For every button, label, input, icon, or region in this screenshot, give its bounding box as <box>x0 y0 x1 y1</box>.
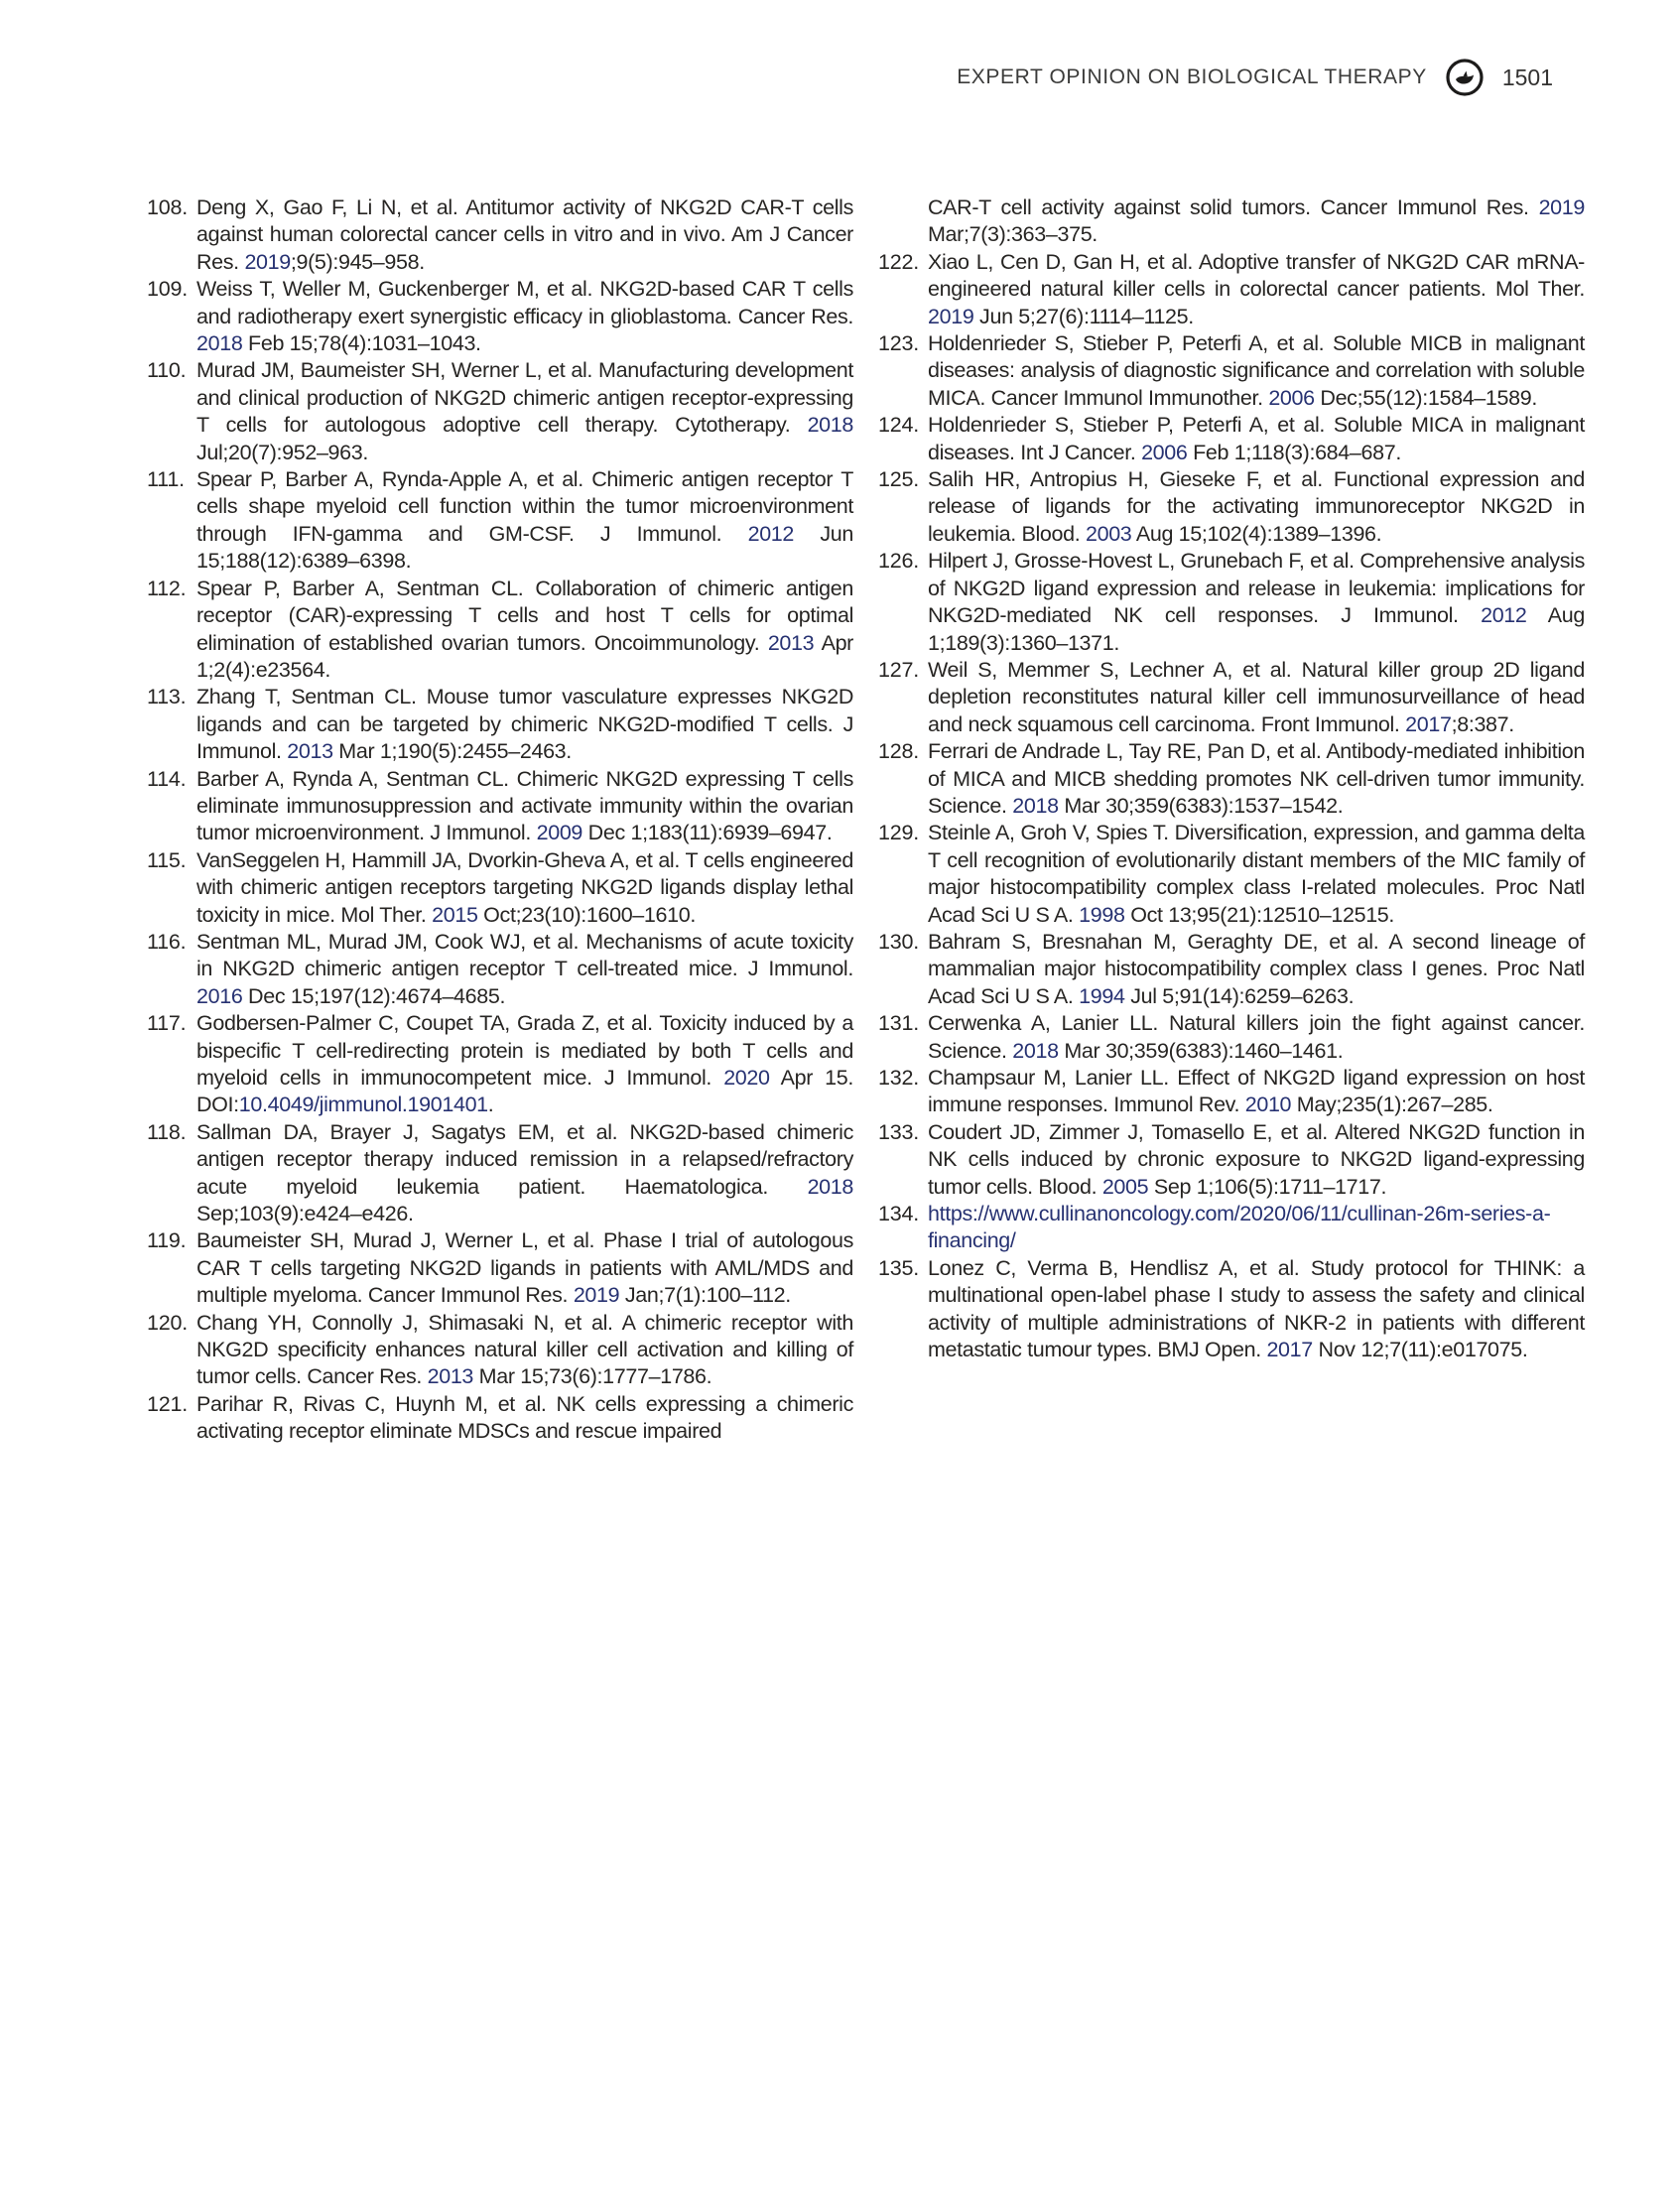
reference-link[interactable]: 1998 <box>1079 902 1125 927</box>
reference-text-segment: Mar 30;359(6383):1537–1542. <box>1058 793 1344 818</box>
reference-link[interactable]: 2018 <box>807 413 853 438</box>
reference-text-segment: Holdenrieder S, Stieber P, Peterfi A, et al. Soluble MICB in malignant diseases: analysis of diagnostic significance and correlation with soluble MICA. Cancer Immunol Immunother. <box>928 331 1585 410</box>
reference-text-segment: Lonez C, Verma B, Hendlisz A, et al. Study protocol for THINK: a multinational open-label phase I study to assess the safety and clinical activity of multiple administrations of NKR-2 in patients with different metastatic tumour types. BMJ Open. <box>928 1255 1585 1362</box>
reference-text <box>196 1120 853 1225</box>
reference-link[interactable]: 2010 <box>1244 1093 1292 1117</box>
reference-item <box>878 1010 1585 1065</box>
reference-text-segment: Xiao L, Cen D, Gan H, et al. Adoptive transfer of NKG2D CAR mRNA-engineered natural killer cells in colorectal cancer patients. Mol Ther. <box>928 249 1585 302</box>
reference-text-segment: ;9(5):945–958. <box>290 249 425 274</box>
reference-text-segment: Dec 15;197(12):4674–4685. <box>242 983 506 1008</box>
reference-link[interactable]: 2019 <box>1538 195 1585 219</box>
reference-text <box>196 848 853 927</box>
reference-number: 121. <box>147 1391 189 1416</box>
reference-number: 114. <box>147 766 187 791</box>
references-column-left <box>147 194 853 1446</box>
reference-text <box>928 250 1585 328</box>
reference-text-segment: Feb 1;118(3):684–687. <box>1187 440 1401 464</box>
reference-link[interactable]: 2005 <box>1101 1174 1149 1199</box>
reference-number: 128. <box>878 739 920 764</box>
reference-text <box>196 195 853 274</box>
reference-number: 113. <box>147 685 187 709</box>
reference-item <box>147 847 853 929</box>
reference-link[interactable]: 2017 <box>1266 1338 1313 1362</box>
reference-text-segment: Mar;7(3):363–375. <box>928 222 1098 247</box>
reference-text <box>928 413 1585 463</box>
reference-number: 132. <box>878 1066 920 1090</box>
reference-text <box>196 1392 853 1443</box>
reference-text-segment: Godbersen-Palmer C, Coupet TA, Grada Z, et al. Toxicity induced by a bispecific T cell-redirecting protein is mediated by both T cells and myeloid cells in immunocompetent mice. J Immunol. <box>196 1011 853 1090</box>
reference-item <box>147 1010 853 1119</box>
reference-item <box>147 1119 853 1228</box>
reference-text <box>928 195 1585 246</box>
reference-link[interactable]: 2018 <box>1012 793 1059 818</box>
reference-item <box>878 929 1585 1010</box>
reference-text-segment: Cerwenka A, Lanier LL. Natural killers join the fight against cancer. Science. <box>928 1011 1585 1063</box>
reference-item <box>878 657 1585 738</box>
reference-text <box>196 467 853 573</box>
reference-text-segment: Coudert JD, Zimmer J, Tomasello E, et al. Altered NKG2D function in NK cells induced by chronic exposure to NKG2D ligand-expressing tumor cells. Blood. <box>928 1119 1585 1199</box>
reference-text-segment: Champsaur M, Lanier LL. Effect of NKG2D ligand expression on host immune responses. Immunol Rev. <box>928 1066 1585 1117</box>
reference-item <box>878 412 1585 466</box>
reference-text-segment: Chang YH, Connolly J, Shimasaki N, et al. A chimeric receptor with NKG2D specificity enhances natural killer cell activation and killing of tumor cells. Cancer Res. <box>196 1310 853 1389</box>
reference-text <box>928 1066 1585 1116</box>
reference-text-segment: Barber A, Rynda A, Sentman CL. Chimeric NKG2D expressing T cells eliminate immunosuppression and activate immunity within the ovarian tumor microenvironment. J Immunol. <box>196 766 853 845</box>
reference-number: 112. <box>147 576 187 600</box>
reference-text-segment: Ferrari de Andrade L, Tay RE, Pan D, et al. Antibody-mediated inhibition of MICA and MICB shedding promotes NK cell-driven tumor immunity. Science. <box>928 739 1585 818</box>
reference-text-segment: Jan;7(1):100–112. <box>619 1283 791 1308</box>
reference-number: 109. <box>147 277 189 302</box>
reference-number: 123. <box>878 331 920 356</box>
reference-text-segment: Mar 30;359(6383):1460–1461. <box>1058 1038 1344 1063</box>
reference-text <box>928 549 1585 654</box>
reference-text-segment: Bahram S, Bresnahan M, Geraghty DE, et al. A second lineage of mammalian major histocompatibility complex class I genes. Proc Natl Acad Sci U S A. <box>928 929 1585 1008</box>
reference-text-segment: Dec 1;183(11):6939–6947. <box>582 821 833 845</box>
reference-number: 119. <box>147 1228 187 1253</box>
journal-title: EXPERT OPINION ON BIOLOGICAL THERAPY <box>957 65 1427 88</box>
reference-number: 125. <box>878 467 920 492</box>
reference-link[interactable]: 2009 <box>536 821 583 845</box>
reference-text-segment: Sep 1;106(5):1711–1717. <box>1148 1174 1387 1199</box>
reference-text <box>928 658 1585 736</box>
reference-text <box>196 685 853 763</box>
reference-text <box>928 739 1585 818</box>
reference-number: 131. <box>878 1011 920 1036</box>
reference-number: 111. <box>147 467 185 492</box>
reference-link[interactable]: 2018 <box>1012 1038 1059 1063</box>
reference-text-segment: Apr 15. DOI: <box>196 1066 853 1117</box>
reference-text <box>928 1120 1585 1199</box>
reference-text <box>928 1256 1585 1361</box>
reference-item <box>878 738 1585 820</box>
reference-text-segment: Zhang T, Sentman CL. Mouse tumor vasculature expresses NKG2D ligands and can be targeted by chimeric NKG2D-modified T cells. J Immunol. <box>196 685 853 764</box>
reference-text-segment: Steinle A, Groh V, Spies T. Diversification, expression, and gamma delta T cell recognition of evolutionarily distant members of the MIC family of major histocompatibility complex class I-related molecules. Proc Natl Acad Sci U S A. <box>928 821 1585 927</box>
reference-text <box>196 1311 853 1389</box>
reference-text-segment: Weiss T, Weller M, Guckenberger M, et al. NKG2D-based CAR T cells and radiotherapy exert synergistic efficacy in glioblastoma. Cancer Res. <box>196 277 853 328</box>
reference-text-segment: Baumeister SH, Murad J, Werner L, et al. Phase I trial of autologous CAR T cells targeting NKG2D ligands in patients with AML/MDS and multiple myeloma. Cancer Immunol Res. <box>196 1228 853 1308</box>
reference-text <box>196 358 853 463</box>
reference-text <box>928 821 1585 926</box>
reference-text <box>928 930 1585 1008</box>
reference-item <box>878 1065 1585 1119</box>
reference-item <box>147 929 853 1010</box>
reference-link[interactable]: 2013 <box>287 739 333 764</box>
reference-link[interactable]: 2015 <box>432 902 478 927</box>
reference-link[interactable]: 2013 <box>767 630 815 655</box>
reference-text <box>196 767 853 845</box>
reference-text-segment: Murad JM, Baumeister SH, Werner L, et al. Manufacturing development and clinical production of NKG2D chimeric antigen receptor-expressing T cells for autologous adoptive cell therapy. Cytotherapy. <box>196 358 853 438</box>
reference-link[interactable]: 2006 <box>1268 385 1315 410</box>
reference-link[interactable]: 2003 <box>1085 521 1132 546</box>
reference-item <box>878 1201 1585 1255</box>
reference-text <box>928 331 1585 410</box>
reference-link[interactable]: 2020 <box>723 1066 770 1090</box>
page-number: 1501 <box>1501 64 1553 90</box>
reference-text-segment: Dec;55(12):1584–1589. <box>1314 385 1537 410</box>
reference-text-segment: Jul 5;91(14):6259–6263. <box>1124 983 1355 1008</box>
reference-text-segment: VanSeggelen H, Hammill JA, Dvorkin-Gheva A, et al. T cells engineered with chimeric antigen receptors targeting NKG2D ligands display lethal toxicity in mice. Mol Ther. <box>196 847 853 927</box>
reference-number: 117. <box>147 1011 187 1036</box>
reference-text-segment: Aug 15;102(4):1389–1396. <box>1131 521 1382 546</box>
reference-item <box>878 466 1585 548</box>
reference-link[interactable]: 2017 <box>1405 711 1452 736</box>
reference-text-segment: Spear P, Barber A, Rynda-Apple A, et al. Chimeric antigen receptor T cells shape myeloid cell function within the tumor microenvironment through IFN-gamma and GM-CSF. J Immunol. <box>196 467 853 546</box>
reference-text-segment: Holdenrieder S, Stieber P, Peterfi A, et al. Soluble MICA in malignant diseases. Int J Cancer. <box>928 413 1585 464</box>
reference-item <box>878 820 1585 929</box>
reference-link[interactable]: 2018 <box>807 1174 853 1199</box>
reference-text-segment: Aug 1;189(3):1360–1371. <box>928 603 1585 655</box>
page-header <box>957 58 1553 97</box>
reference-text-segment: Nov 12;7(11):e017075. <box>1312 1338 1528 1362</box>
reference-number: 130. <box>878 929 920 954</box>
references-column-right <box>878 194 1585 1363</box>
reference-link[interactable]: 2006 <box>1141 440 1188 464</box>
reference-number: 120. <box>147 1310 189 1335</box>
reference-text-segment: Mar 1;190(5):2455–2463. <box>332 739 572 764</box>
reference-text <box>196 930 853 1008</box>
reference-text-segment: Hilpert J, Grosse-Hovest L, Grunebach F, et al. Comprehensive analysis of NKG2D ligand expression and release in leukemia: implications for NKG2D-mediated NK cell responses. J Immunol. <box>928 549 1585 628</box>
reference-text-segment: Parihar R, Rivas C, Huynh M, et al. NK cells expressing a chimeric activating receptor eliminate MDSCs and rescue impaired <box>196 1391 853 1444</box>
reference-number: 135. <box>878 1255 920 1280</box>
reference-text <box>196 1228 853 1307</box>
reference-number: 127. <box>878 657 920 682</box>
reference-item <box>147 466 853 576</box>
reference-text-segment: Deng X, Gao F, Li N, et al. Antitumor activity of NKG2D CAR-T cells against human colorectal cancer cells in vitro and in vivo. Am J Cancer Res. <box>196 195 853 274</box>
reference-text-segment: Sallman DA, Brayer J, Sagatys EM, et al. NKG2D-based chimeric antigen receptor therapy induced remission in a relapsed/refractory acute myeloid leukemia patient. Haematologica. <box>196 1119 853 1199</box>
reference-text-segment: Sep;103(9):e424–e426. <box>196 1202 414 1226</box>
reference-link[interactable]: 2019 <box>928 304 974 328</box>
reference-text-segment: Oct 13;95(21):12510–12515. <box>1124 902 1395 927</box>
reference-item <box>147 1391 853 1446</box>
reference-link[interactable]: 1994 <box>1079 983 1125 1008</box>
reference-text-segment: CAR-T cell activity against solid tumors. Cancer Immunol Res. <box>928 195 1539 219</box>
reference-link[interactable]: 2018 <box>196 331 243 356</box>
reference-link[interactable]: 2012 <box>1481 603 1527 628</box>
reference-number: 110. <box>147 358 187 383</box>
reference-text-segment: . <box>487 1093 494 1117</box>
reference-number: 133. <box>878 1119 920 1144</box>
reference-item <box>147 357 853 466</box>
reference-number: 129. <box>878 821 920 845</box>
reference-number: 108. <box>147 195 189 219</box>
reference-link[interactable]: 2019 <box>244 249 291 274</box>
reference-text <box>196 277 853 355</box>
reference-text-segment: Spear P, Barber A, Sentman CL. Collaboration of chimeric antigen receptor (CAR)-expressing T cells and host T cells for optimal elimination of established ovarian tumors. Oncoimmunology. <box>196 576 853 655</box>
reference-text-segment: Salih HR, Antropius H, Gieseke F, et al. Functional expression and release of ligands for the activating immunoreceptor NKG2D in leukemia. Blood. <box>928 467 1585 546</box>
reference-item <box>147 194 853 276</box>
reference-text <box>928 467 1585 546</box>
reference-text-segment: Mar 15;73(6):1777–1786. <box>473 1364 712 1389</box>
reference-text <box>196 1011 853 1116</box>
reference-number: 118. <box>147 1119 187 1144</box>
reference-text-segment: Jun 15;188(12):6389–6398. <box>196 521 853 574</box>
reference-item <box>147 576 853 685</box>
reference-item <box>147 766 853 847</box>
reference-item <box>878 330 1585 412</box>
reference-number: 115. <box>147 847 187 872</box>
reference-text-segment: ;8:387. <box>1451 711 1514 736</box>
reference-text-segment: May;235(1):267–285. <box>1291 1093 1493 1117</box>
reference-item <box>147 1310 853 1391</box>
reference-text-segment: Weil S, Memmer S, Lechner A, et al. Natural killer group 2D ligand depletion reconstitutes natural killer cell immunosurveillance of head and neck squamous cell carcinoma. Front Immunol. <box>928 657 1585 736</box>
reference-text <box>928 1011 1585 1062</box>
reference-text-segment: Jun 5;27(6):1114–1125. <box>973 304 1194 328</box>
reference-number: 124. <box>878 413 920 438</box>
reference-item <box>878 1255 1585 1364</box>
reference-number: 126. <box>878 549 920 574</box>
reference-item <box>147 276 853 357</box>
reference-link[interactable]: https://www.cullinanoncology.com/2020/06/11/cullinan-26m-series-a-financing/ <box>928 1202 1551 1253</box>
reference-number: 116. <box>147 929 187 954</box>
reference-number: 134. <box>878 1202 920 1226</box>
reference-link[interactable]: 10.4049/jimmunol.1901401 <box>238 1093 488 1117</box>
publisher-logo-icon <box>1445 58 1485 97</box>
reference-continuation <box>878 194 1585 249</box>
reference-link[interactable]: 2016 <box>196 983 243 1008</box>
reference-item <box>878 249 1585 330</box>
reference-link[interactable]: 2012 <box>747 521 795 546</box>
reference-number: 122. <box>878 249 920 274</box>
reference-item <box>878 548 1585 657</box>
reference-item <box>147 1227 853 1309</box>
reference-text-segment: Jul;20(7):952–963. <box>196 440 368 464</box>
reference-text-segment: Oct;23(10):1600–1610. <box>477 902 696 927</box>
reference-item <box>878 1119 1585 1201</box>
reference-text <box>928 1202 1550 1252</box>
reference-text-segment: Sentman ML, Murad JM, Cook WJ, et al. Mechanisms of acute toxicity in NKG2D chimeric antigen receptor T cell-treated mice. J Immunol. <box>196 929 853 981</box>
reference-item <box>147 684 853 765</box>
reference-link[interactable]: 2019 <box>573 1283 620 1308</box>
reference-link[interactable]: 2013 <box>427 1364 474 1389</box>
reference-text-segment: Feb 15;78(4):1031–1043. <box>242 331 481 356</box>
reference-text <box>196 577 853 682</box>
reference-text-segment: Apr 1;2(4):e23564. <box>196 630 853 682</box>
